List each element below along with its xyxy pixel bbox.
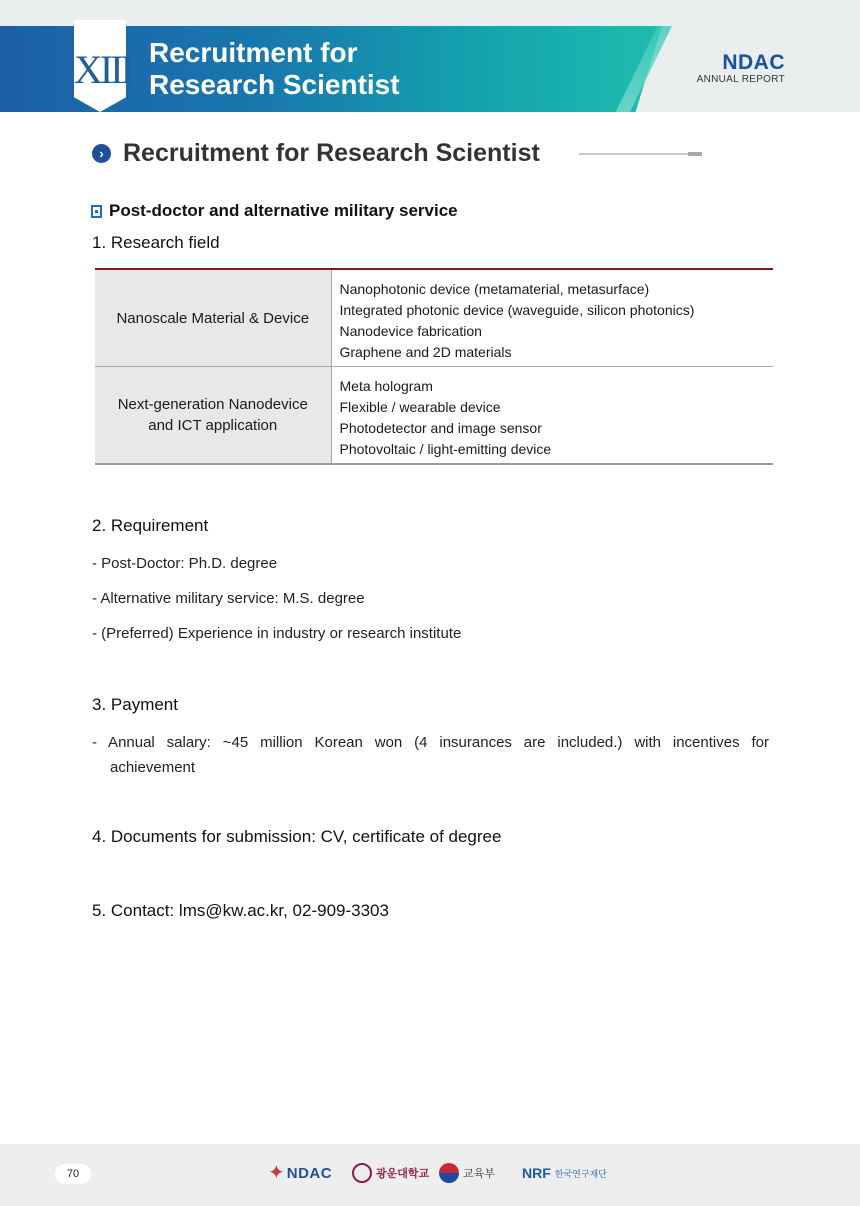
brand-name: NDAC <box>722 51 785 74</box>
requirement-line: - (Preferred) Experience in industry or research institute <box>92 625 462 642</box>
list-item: Integrated photonic device (waveguide, silicon photonics) <box>339 302 695 318</box>
seal-icon <box>352 1163 372 1183</box>
chapter-numeral: XIII <box>74 47 131 92</box>
list-item: Flexible / wearable device <box>339 399 501 415</box>
table-row <box>95 269 773 367</box>
list-item: Nanodevice fabrication <box>339 323 482 339</box>
list-item: Nanophotonic device (metamaterial, metasurface) <box>339 281 650 297</box>
subheading-text: Post-doctor and alternative military service <box>109 201 458 220</box>
nrf-logo: NRF 한국연구재단 <box>522 1165 607 1181</box>
field-name: Next-generation Nanodevice and ICT application <box>95 367 331 465</box>
payment-heading: 3. Payment <box>92 695 178 714</box>
taegeuk-icon <box>439 1163 459 1183</box>
ndac-logo: ✦ NDAC <box>268 1162 333 1184</box>
page-number: 70 <box>55 1164 91 1184</box>
chevron-right-icon: › <box>92 144 111 163</box>
list-item: Meta hologram <box>339 378 433 394</box>
header-title-line1: Recruitment for <box>149 37 358 68</box>
table-row <box>95 367 773 465</box>
brand <box>697 52 785 85</box>
header-title-line2: Research Scientist <box>149 69 400 100</box>
page-footer <box>0 1144 860 1206</box>
star-icon: ✦ <box>268 1162 285 1184</box>
documents-heading: 4. Documents for submission: CV, certificate of degree <box>92 827 502 846</box>
payment-line2: achievement <box>110 759 196 776</box>
ministry-of-education-logo: 교육부 <box>439 1157 495 1189</box>
list-item: Photovoltaic / light-emitting device <box>339 441 552 457</box>
payment-text <box>92 730 769 780</box>
brand-subtitle: ANNUAL REPORT <box>696 74 785 85</box>
requirement-line: - Alternative military service: M.S. degree <box>92 590 365 607</box>
header-title <box>149 37 400 101</box>
square-bullet-icon <box>91 205 102 218</box>
research-field-heading: 1. Research field <box>92 233 220 252</box>
section-title <box>92 139 540 168</box>
contact-heading: 5. Contact: lms@kw.ac.kr, 02-909-3303 <box>92 901 389 920</box>
list-item: Photodetector and image sensor <box>339 420 542 436</box>
list-item: Graphene and 2D materials <box>339 344 512 360</box>
subheading <box>91 201 458 221</box>
research-field-table <box>95 268 773 465</box>
section-divider-end <box>688 152 702 156</box>
field-items <box>331 367 773 465</box>
page-header <box>0 0 860 112</box>
requirement-line: - Post-Doctor: Ph.D. degree <box>92 555 278 572</box>
section-title-text: Recruitment for Research Scientist <box>123 139 540 167</box>
field-items <box>331 269 773 367</box>
field-name: Nanoscale Material & Device <box>95 269 331 367</box>
kwangwoon-logo: 광운대학교 <box>352 1157 429 1189</box>
requirement-heading: 2. Requirement <box>92 516 209 535</box>
section-divider <box>579 153 691 155</box>
payment-line1: - Annual salary: ~45 million Korean won (4 insurances are included.) with incentives for <box>92 734 769 751</box>
